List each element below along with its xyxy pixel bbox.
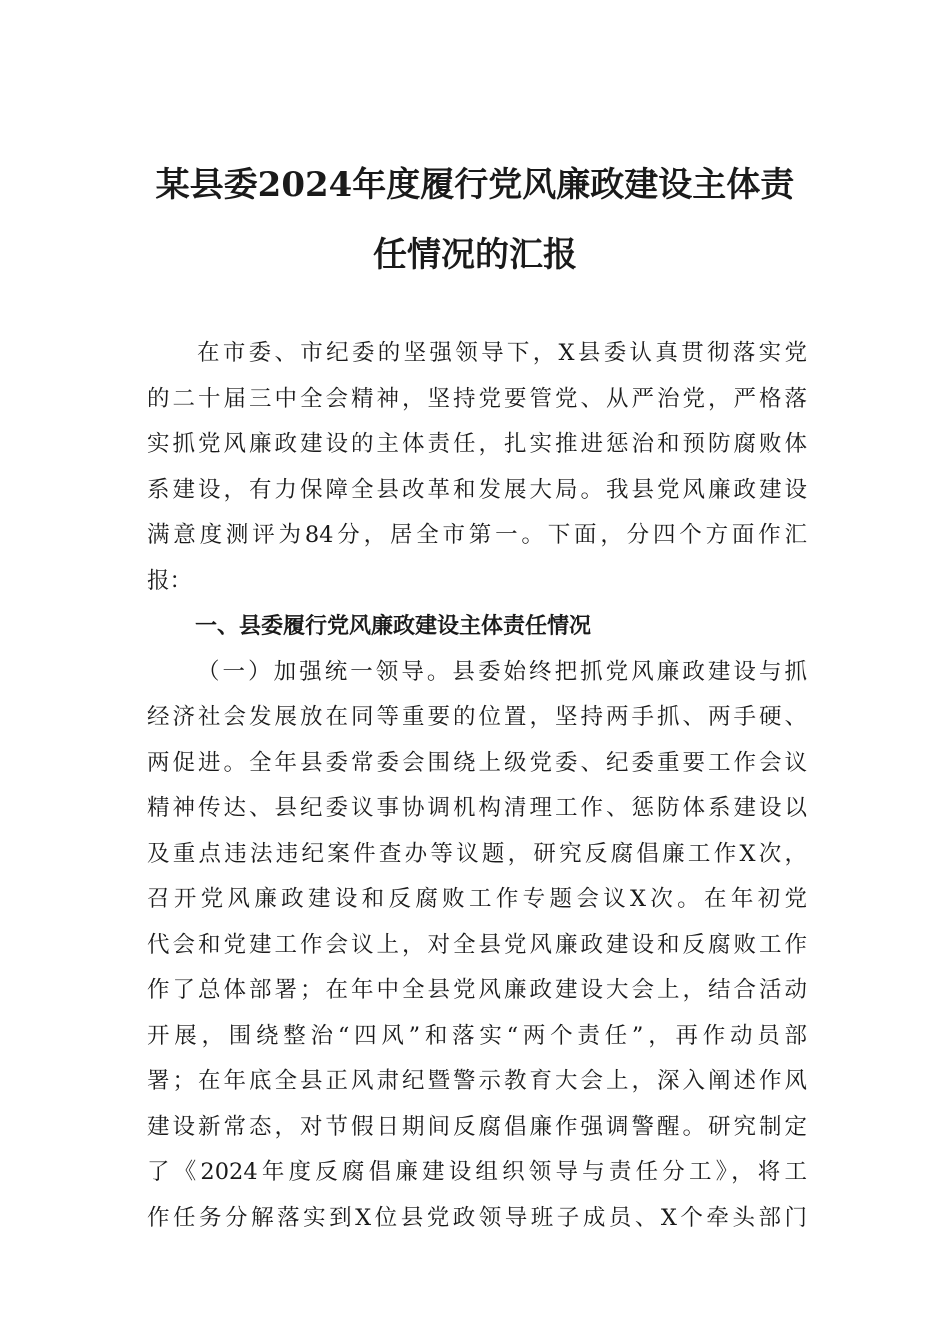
section-paragraph xyxy=(147,650,807,1242)
section-heading: 一、县委履行党风廉政建设主体责任情况 xyxy=(195,614,592,639)
paragraph-line: 了《2024年度反腐倡廉建设组织领导与责任分工》，将工 xyxy=(147,1159,807,1185)
title-line-2: 任情况的汇报 xyxy=(373,235,577,275)
paragraph-line: 实抓党风廉政建设的主体责任，扎实推进惩治和预防腐败体 xyxy=(147,431,807,457)
paragraph-line: 两促进。全年县委常委会围绕上级党委、纪委重要工作会议 xyxy=(147,749,807,776)
paragraph-line: 署；在年底全县正风肃纪暨警示教育大会上，深入阐述作风 xyxy=(147,1068,807,1094)
paragraph-line: 经济社会发展放在同等重要的位置，坚持两手抓、两手硬、 xyxy=(147,704,807,730)
document-body xyxy=(147,331,807,1241)
document-title xyxy=(145,150,805,290)
intro-paragraph xyxy=(147,331,807,604)
paragraph-line: 作了总体部署；在年中全县党风廉政建设大会上，结合活动 xyxy=(147,977,807,1003)
paragraph-line: 在市委、市纪委的坚强领导下，X县委认真贯彻落实党 xyxy=(197,340,807,366)
paragraph-line: 报： xyxy=(147,567,193,594)
title-line-1: 某县委2024年度履行党风廉政建设主体责 xyxy=(155,165,795,205)
paragraph-line: 的二十届三中全会精神，坚持党要管党、从严治党，严格落 xyxy=(147,385,807,412)
paragraph-line: （一）加强统一领导。县委始终把抓党风廉政建设与抓 xyxy=(197,658,807,685)
paragraph-line: 精神传达、县纪委议事协调机构清理工作、惩防体系建设以 xyxy=(147,795,807,821)
paragraph-line: 满意度测评为84分，居全市第一。下面，分四个方面作汇 xyxy=(147,522,807,548)
paragraph-line: 开展，围绕整治“四风”和落实“两个责任”，再作动员部 xyxy=(147,1022,807,1049)
paragraph-line: 及重点违法违纪案件查办等议题，研究反腐倡廉工作X次， xyxy=(147,840,807,867)
paragraph-line: 系建设，有力保障全县改革和发展大局。我县党风廉政建设 xyxy=(147,476,807,503)
paragraph-line: 作任务分解落实到X位县党政领导班子成员、X个牵头部门 xyxy=(147,1204,807,1231)
paragraph-line: 代会和党建工作会议上，对全县党风廉政建设和反腐败工作 xyxy=(147,931,807,958)
paragraph-line: 召开党风廉政建设和反腐败工作专题会议X次。在年初党 xyxy=(147,886,807,912)
paragraph-line: 建设新常态，对节假日期间反腐倡廉作强调警醒。研究制定 xyxy=(147,1113,807,1140)
